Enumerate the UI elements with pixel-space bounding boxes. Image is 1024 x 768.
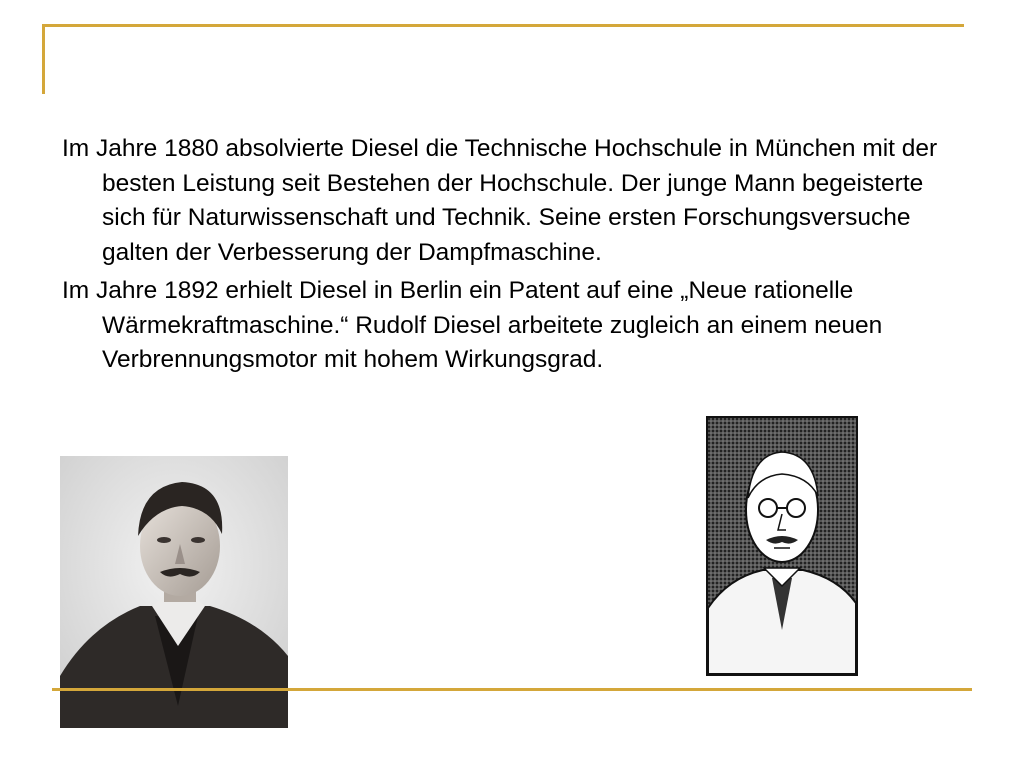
slide-body xyxy=(62,132,972,382)
frame-bottom-line xyxy=(52,688,972,691)
frame-top-line xyxy=(42,24,964,27)
paragraph-1892: Im Jahre 1892 erhielt Diesel in Berlin ein Patent auf eine „Neue rationelle Wärmekraftmaschine.“ Rudolf Diesel arbeitete zugleich an einem neuen Verbrennungsmotor mit hohem Wirkungsgrad. xyxy=(62,277,883,373)
portrait-old-drawing xyxy=(706,416,858,676)
portrait-old-image xyxy=(708,418,856,674)
frame-left-line xyxy=(42,24,45,94)
paragraph-1880: Im Jahre 1880 absolvierte Diesel die Technische Hochschule in München mit der besten Leistung seit Bestehen der Hochschule. Der junge Mann begeisterte sich für Naturwissenschaft und Technik. Seine ersten Forschungsversuche galten der Verbesserung der Dampfmaschine. xyxy=(62,135,938,266)
